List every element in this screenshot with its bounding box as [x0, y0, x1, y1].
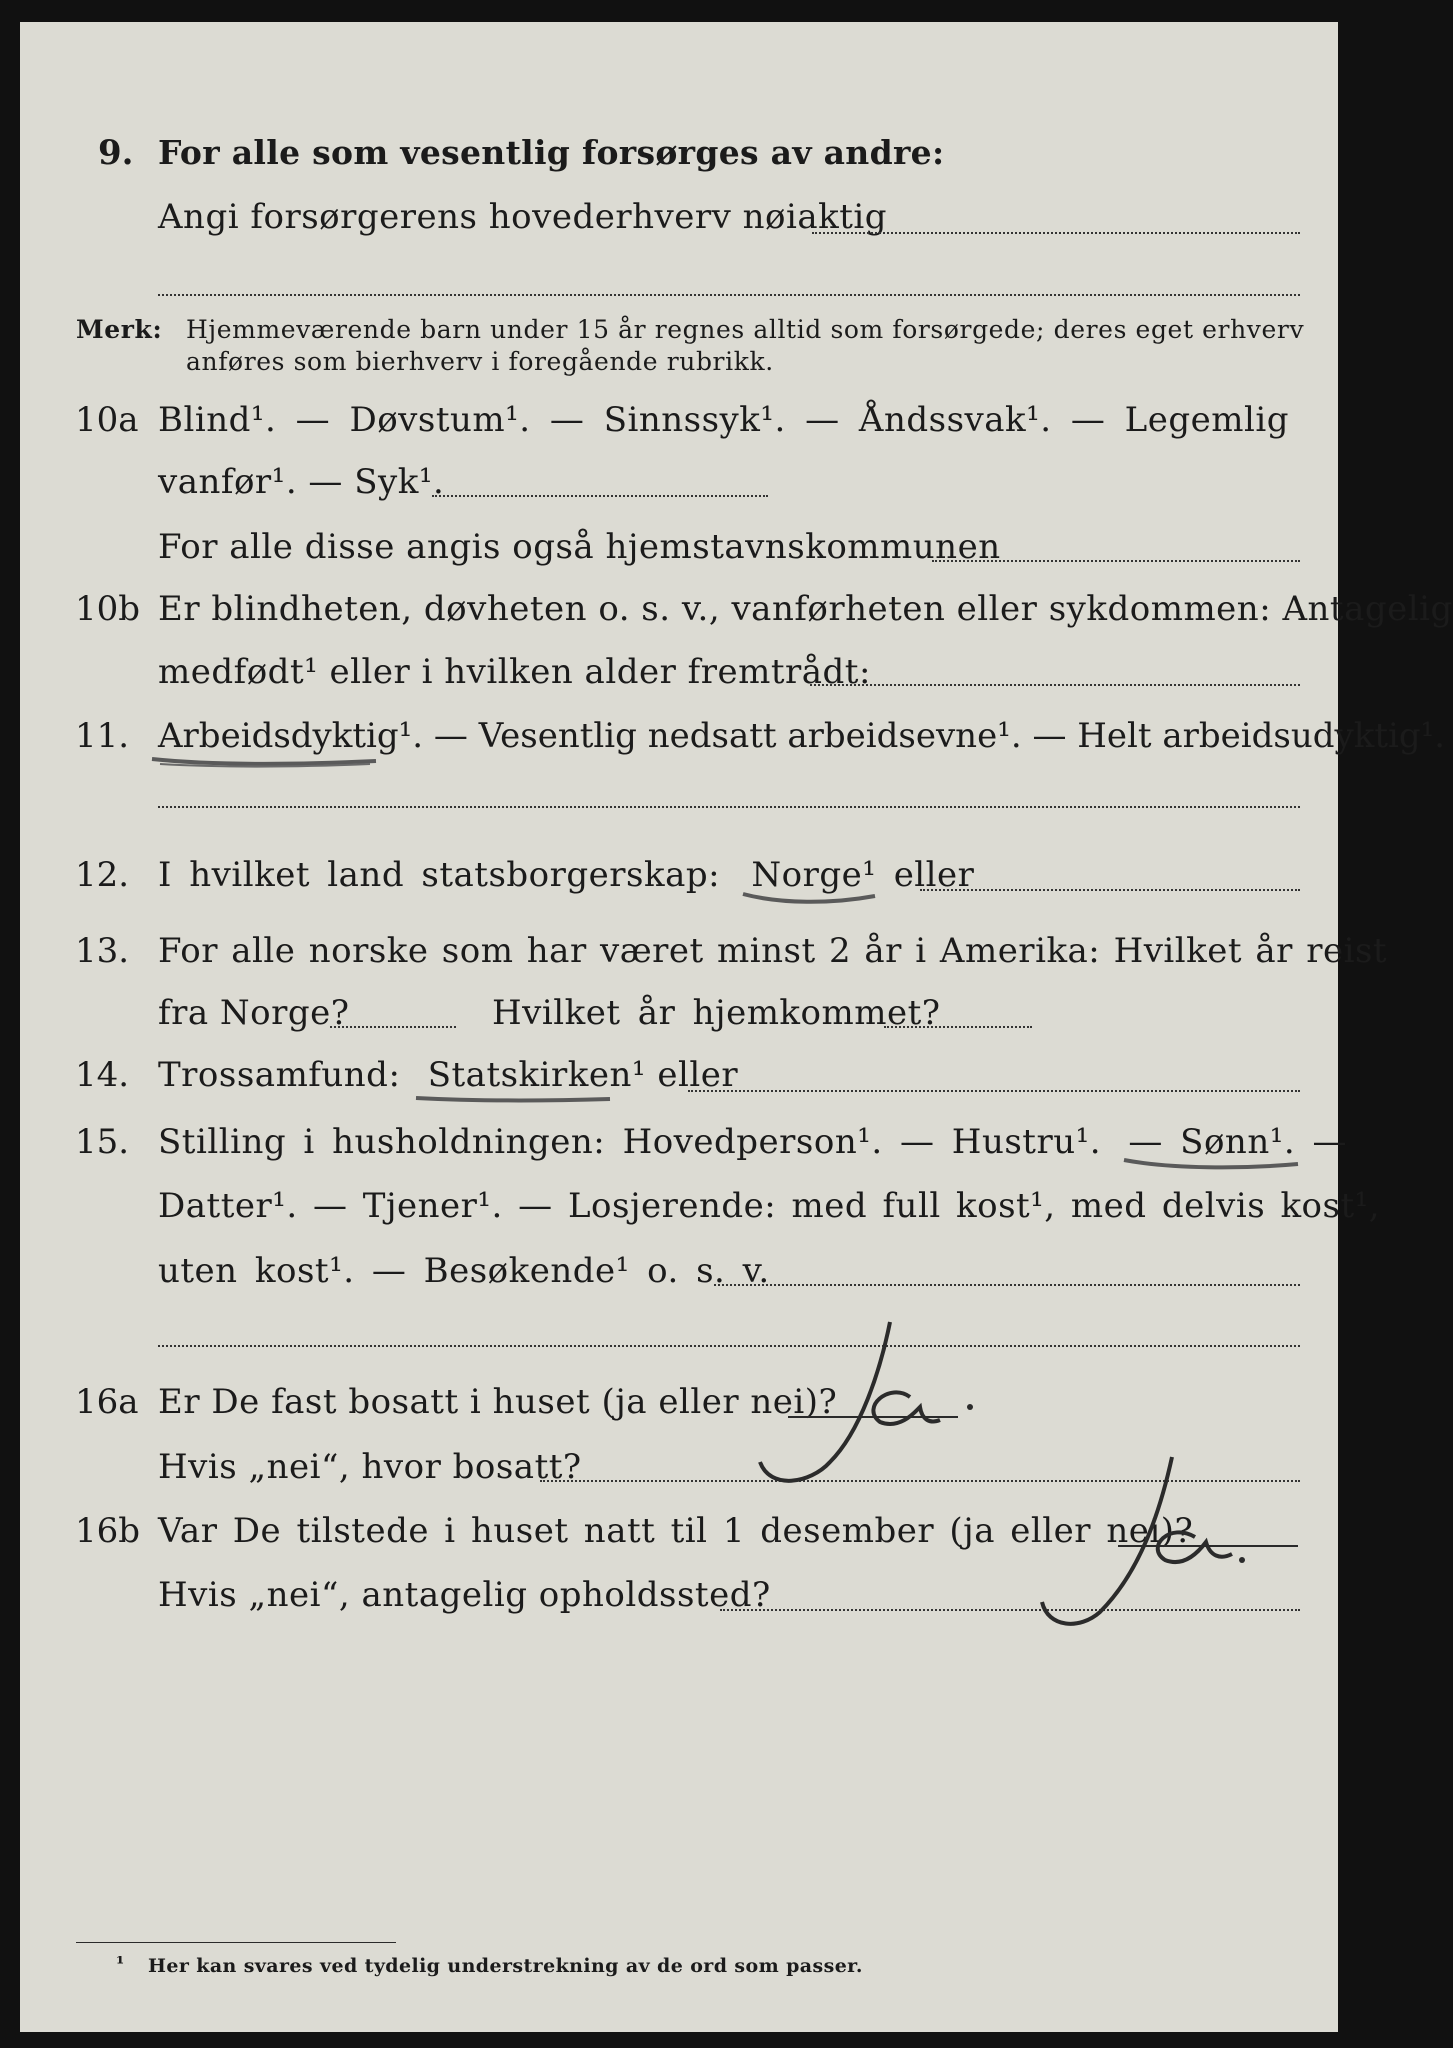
q10a-kommune-line — [932, 560, 1300, 562]
q14-answer-line — [688, 1090, 1300, 1092]
q12-text: I hvilket land statsborgerskap: — [158, 855, 721, 895]
q10a-number: 10a — [75, 400, 139, 440]
q14-statskirken-underlined — [427, 1055, 647, 1095]
q14-text: Trossamfund: — [158, 1055, 401, 1095]
q11-number: 11. — [75, 716, 130, 756]
q10b-answer-line — [810, 684, 1300, 686]
q11-underlined-word: Arbeidsdyktig — [158, 716, 399, 756]
q10a-answer-line — [432, 495, 768, 497]
merk-label: Merk: — [76, 315, 163, 344]
q12-after: eller — [893, 855, 975, 895]
q16b-line1: Var De tilstede i huset natt til 1 desember (ja eller nei)? — [158, 1511, 1194, 1551]
q9-answer-line — [812, 232, 1300, 234]
merk-line2: anføres som bierhverv i foregående rubrikk. — [186, 347, 774, 376]
handwritten-ja-16a — [740, 1312, 980, 1502]
pencil-underline — [150, 751, 380, 771]
q16a-answer — [900, 1392, 920, 1412]
footnote-mark: ¹ — [116, 1953, 125, 1975]
q11-arbeidsdyktig-underlined — [158, 716, 399, 756]
q16b-line2: Hvis „nei“, antagelig opholdssted? — [158, 1575, 771, 1615]
q9-number: 9. — [98, 133, 134, 173]
pencil-underline — [414, 1092, 614, 1108]
q10a-line3: For alle disse angis også hjemstavnskommunen — [158, 527, 1001, 567]
q9-title: For alle som vesentlig forsørges av andre: — [158, 133, 945, 172]
pencil-underline — [741, 888, 881, 910]
q16b-number: 16b — [75, 1511, 141, 1551]
q10b-line2: medfødt¹ eller i hvilken alder fremtrådt: — [158, 652, 871, 692]
q9-line2: Angi forsørgerens hovederhverv nøiaktig — [158, 197, 888, 237]
q13-line2b: Hvilket år hjemkommet? — [492, 993, 941, 1033]
q10a-line2: vanfør¹. — Syk¹. — [158, 462, 445, 502]
q13-number: 13. — [75, 931, 130, 971]
q15-sonn-underlined — [1128, 1122, 1296, 1162]
q16b-answer — [1180, 1522, 1200, 1542]
q13-reist-line — [330, 1026, 456, 1028]
q15-number: 15. — [75, 1122, 130, 1162]
q15-answer-line — [714, 1284, 1300, 1286]
q15-line2: Datter¹. — Tjener¹. — Losjerende: med full kost¹, med delvis kost¹, — [158, 1186, 1381, 1226]
q11-rest: ¹. — Vesentlig nedsatt arbeidsevne¹. — Helt arbeidsudyktig¹. — [398, 716, 1446, 756]
handwritten-ja-16b — [1020, 1442, 1260, 1642]
q16a-line1: Er De fast bosatt i huset (ja eller nei)? — [158, 1382, 838, 1422]
q11-separator-line — [158, 806, 1300, 808]
q15-line1 — [158, 1122, 1347, 1162]
q15-line1b: — — [1312, 1122, 1347, 1162]
q14-line — [158, 1055, 739, 1095]
q13-line2a: fra Norge? — [158, 993, 350, 1033]
q10b-line1: Er blindheten, døvheten o. s. v., vanførheten eller sykdommen: Antagelig — [158, 589, 1453, 629]
q13-line1: For alle norske som har været minst 2 år i Amerika: Hvilket år reist — [158, 931, 1388, 971]
q14-after: eller — [657, 1055, 739, 1095]
q15-line3: uten kost¹. — Besøkende¹ o. s. v. — [158, 1251, 770, 1291]
pencil-underline — [1122, 1155, 1302, 1173]
q10a-line1: Blind¹. — Døvstum¹. — Sinnssyk¹. — Åndssvak¹. — Legemlig — [158, 400, 1289, 440]
q15-answer-line-2 — [158, 1345, 1300, 1347]
q12-underlined-word: Norge¹ — [751, 855, 877, 895]
q12-norge-underlined — [751, 855, 877, 895]
q16a-number: 16a — [75, 1382, 139, 1422]
census-form-page — [20, 22, 1453, 2032]
q11-line — [158, 716, 1446, 756]
q15-line1a: Stilling i husholdningen: Hovedperson¹. — Hustru¹. — [158, 1122, 1102, 1162]
q12-answer-line — [920, 889, 1300, 891]
footnote-rule — [76, 1942, 396, 1943]
q14-underlined-word: Statskirken¹ — [427, 1055, 647, 1095]
merk-line1: Hjemmeværende barn under 15 år regnes alltid som forsørgede; deres eget erhverv — [186, 315, 1305, 344]
q9-answer-line-2 — [158, 294, 1300, 296]
q13-hjemkommet-line — [884, 1026, 1032, 1028]
q15-underlined-word: — Sønn¹. — [1128, 1122, 1296, 1162]
q12-number: 12. — [75, 855, 130, 895]
q16a-line2: Hvis „nei“, hvor bosatt? — [158, 1447, 582, 1487]
q14-number: 14. — [75, 1055, 130, 1095]
q12-line — [158, 855, 975, 895]
q10b-number: 10b — [75, 589, 141, 629]
footnote-text: Her kan svares ved tydelig understrekning av de ord som passer. — [148, 1955, 863, 1977]
